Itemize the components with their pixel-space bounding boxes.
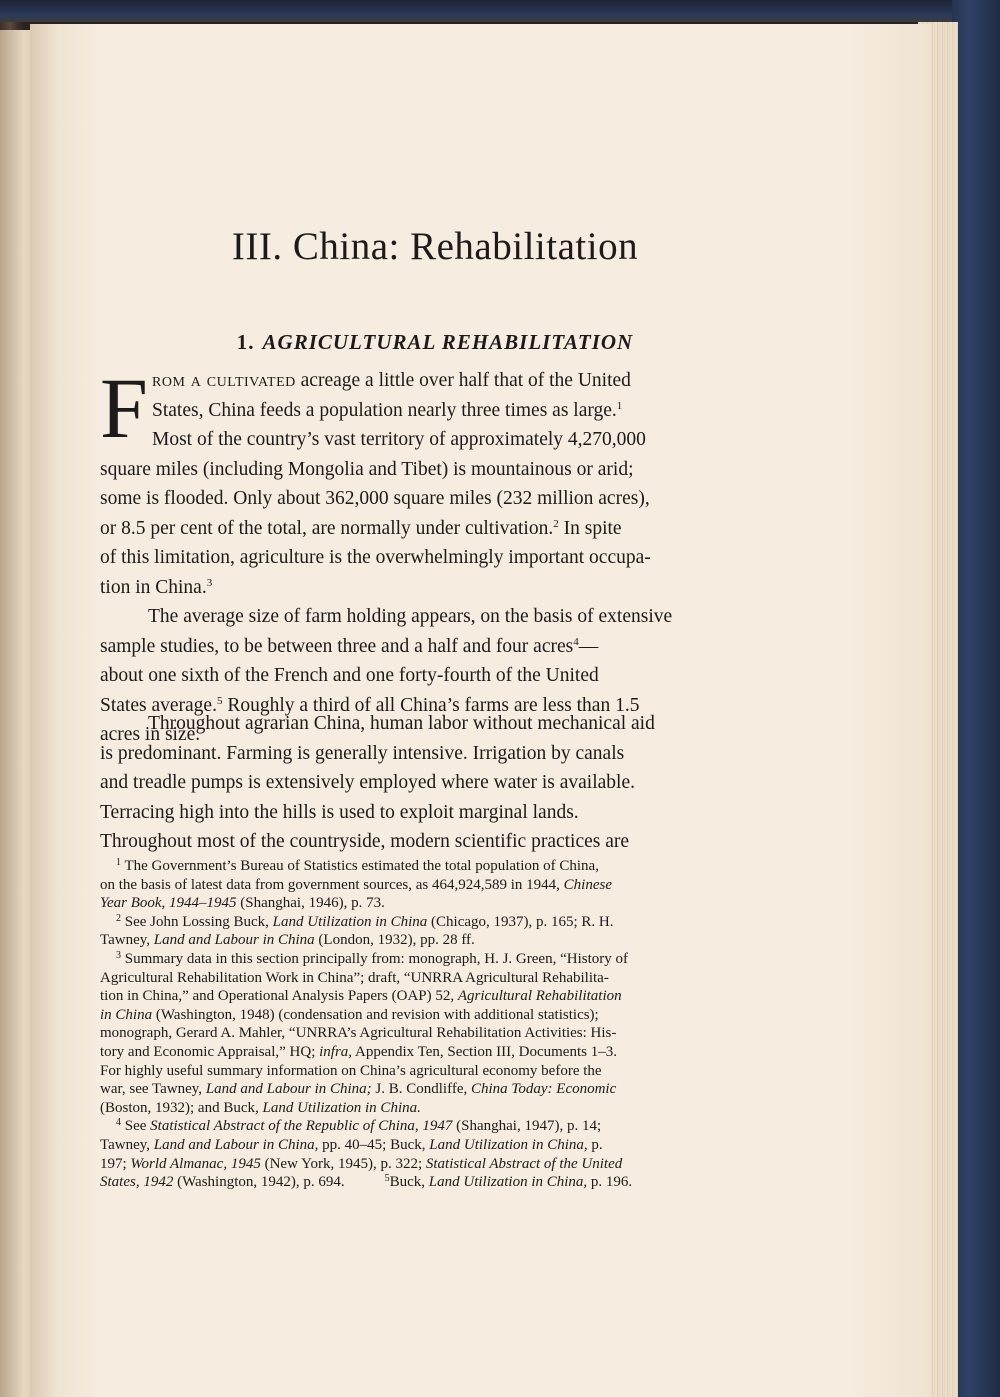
- footnotes: [100, 857, 750, 1192]
- footnote-ref: 5: [216, 694, 223, 707]
- footnote-3: $^3$ Summary data in this section principally from: monograph, H. J. Green, “History of: [116, 949, 628, 967]
- text-line: rom a cultivated acreage a little over half that of the United: [152, 370, 631, 391]
- text-line: Throughout agrarian China, human labor without mechanical aid: [148, 713, 655, 734]
- footnote-line: monograph, Gerard A. Mahler, “UNRRA’s Agricultural Rehabilitation Activities: His-: [100, 1025, 617, 1042]
- chapter-title: III. China: Rehabilitation: [231, 225, 639, 268]
- text-line: Throughout most of the countryside, modern scientific practices are: [100, 831, 630, 852]
- footnote-line: tory and Economic Appraisal,” HQ; infra, Appendix Ten, Section III, Documents 1–3.: [100, 1043, 617, 1060]
- footnote-line: on the basis of latest data from government sources, as 464,924,589 in 1944, Chinese: [100, 876, 612, 893]
- text-line: The average size of farm holding appears, on the basis of extensive: [148, 606, 673, 627]
- footnote-line: States, 1942 (Washington, 1942), p. 694. $^5$Buck, Land Utilization in China, p. 196.: [100, 1173, 633, 1191]
- footnote-ref: 4: [573, 635, 579, 648]
- text-line: some is flooded. Only about 362,000 square miles (232 million acres),: [100, 488, 650, 509]
- text-line: of this limitation, agriculture is the overwhelmingly important occupa-: [100, 547, 651, 568]
- drop-cap: F: [100, 360, 148, 456]
- section-heading: [30, 330, 840, 355]
- paragraph-1: [100, 360, 750, 602]
- paragraph-3: [100, 709, 750, 857]
- footnote-line: in China (Washington, 1948) (condensation and revision with additional statistics);: [100, 1006, 599, 1023]
- section-title: AGRICULTURAL REHABILITATION: [262, 330, 634, 354]
- footnote-line: Year Book, 1944–1945 (Shanghai, 1946), p. 73.: [100, 895, 385, 912]
- text-line: about one sixth of the French and one forty-fourth of the United: [100, 665, 599, 686]
- footnote-line: Tawney, Land and Labour in China, pp. 40–45; Buck, Land Utilization in China, p.: [100, 1136, 603, 1153]
- footnote-line: war, see Tawney, Land and Labour in China; J. B. Condliffe, China Today: Economic: [100, 1081, 617, 1098]
- text-line: Terracing high into the hills is used to exploit marginal lands.: [100, 801, 579, 823]
- small-caps-lead: rom a cultivated: [152, 370, 296, 391]
- footnote-line: For highly useful summary information on China’s agricultural economy before the: [100, 1062, 602, 1079]
- text-line: tion in China.$^3$: [100, 576, 213, 598]
- text-line: acres in size.: [100, 724, 201, 745]
- text-line: is predominant. Farming is generally intensive. Irrigation by canals: [100, 742, 625, 764]
- footnote-ref: 3: [206, 576, 213, 589]
- footnote-line: Agricultural Rehabilitation Work in China”; draft, “UNRRA Agricultural Rehabilita-: [100, 969, 609, 986]
- section-number: 1.: [236, 330, 255, 354]
- book-cover-spine: [952, 0, 1000, 1397]
- footnote-2: $^2$ See John Lossing Buck, Land Utilization in China (Chicago, 1937), p. 165; R. H.: [116, 912, 614, 930]
- text-line: Most of the country’s vast territory of approximately 4,270,000: [152, 429, 646, 450]
- footnote-line: (Boston, 1932); and Buck, Land Utilization in China.: [100, 1099, 421, 1116]
- footnote-1: $^1$ The Government’s Bureau of Statistics estimated the total population of China,: [116, 857, 599, 874]
- text-line: States average.$^5$ Roughly a third of all China’s farms are less than 1.5: [100, 694, 640, 716]
- footnote-ref: 2: [553, 517, 559, 530]
- text-line: States, China feeds a population nearly three times as large.$^1$: [152, 399, 623, 421]
- footnote-4: $^4$ See Statistical Abstract of the Republic of China, 1947 (Shanghai, 1947), p. 14;: [116, 1117, 602, 1135]
- footnote-ref: 1: [616, 399, 623, 412]
- text-line: or 8.5 per cent of the total, are normally under cultivation.$^2$ In spite: [100, 517, 622, 539]
- text-line: square miles (including Mongolia and Tibet) is mountainous or arid;: [100, 458, 634, 480]
- text-line: and treadle pumps is extensively employed where water is available.: [100, 772, 635, 793]
- footnote-line: tion in China,” and Operational Analysis Papers (OAP) 52, Agricultural Rehabilitation: [100, 988, 622, 1005]
- book-cover-top: [0, 0, 1000, 22]
- book-page: [30, 24, 930, 1397]
- footnote-line: 197; World Almanac, 1945 (New York, 1945), p. 322; Statistical Abstract of the United: [100, 1155, 623, 1172]
- footnote-5: $^5$Buck, Land Utilization in China, p. 196.: [384, 1173, 633, 1191]
- text-line: sample studies, to be between three and a half and four acres$^4$—: [100, 635, 599, 657]
- footnote-line: Tawney, Land and Labour in China (London, 1932), pp. 28 ff.: [100, 932, 475, 949]
